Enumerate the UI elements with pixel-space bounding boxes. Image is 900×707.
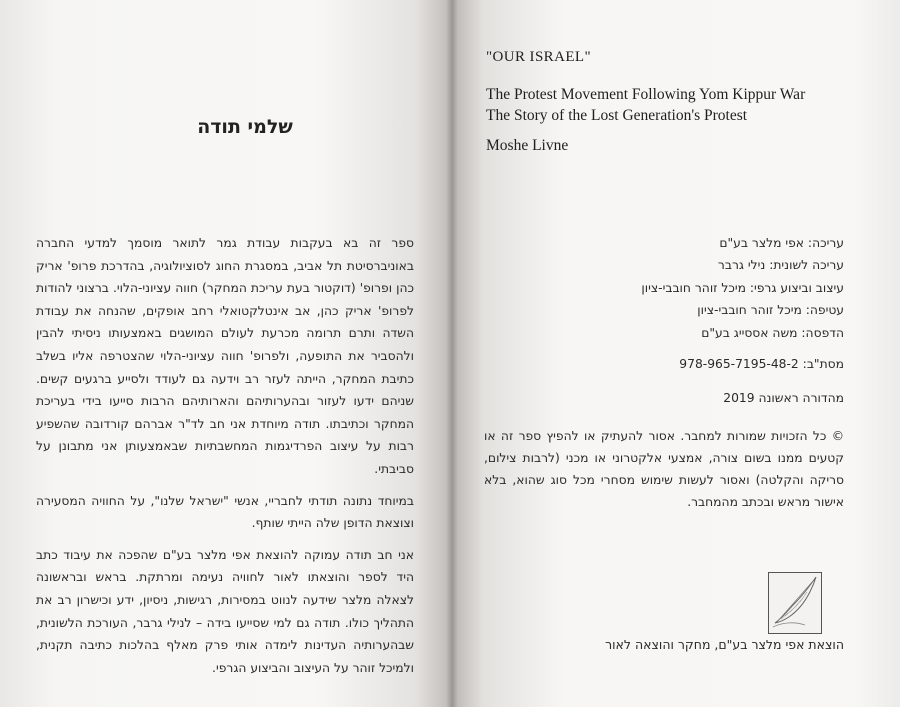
acknowledgements-paragraph-1: ספר זה בא בעקבות עבודת גמר לתואר מוסמך למדעי החברה באוניברסיטת תל אביב, במסגרת החוג לסוציולוגיה, בהדרכת פרופ' אריק כהן ופרופ' (דוקטור בעת עריכת המחקר) חווה עציוני-הלוי. ברצוני להודות לפרופ' אריק כהן, אב אינטלקטואלי רחב אופקים, שהנחה את עבודת השדה ותרם תרומה מכרעת לעולם המושגים באמצעותו ניסיתי להבין ולהסביר את התופעה, ולפרופ' חווה עציוני-הלוי שהצטרפה אליו בשלב כתיבת המחקר, הייתה לעזר רב וידעה גם לעודד ולסייע ברגעים קשים. שניהם ידעו לעזור ובהערותיהם והארותיהם הרבות סייעו בידי בעריכת המחקר וכתיבתו. תודה מיוחדת אני חב לד"ר אברהם קורדובה שהשפיע רבות על עיצוב הפרדיגמות המחשבתיות שבאמצעותן אני מתבונן על סביבתי.	[36, 236, 414, 476]
author-name: Moshe Livne	[486, 137, 569, 154]
credit-editing: עריכה: אפי מלצר בע"ם	[719, 236, 844, 250]
subtitle-line-1: The Protest Movement Following Yom Kippur War	[486, 86, 806, 103]
credit-printing: הדפסה: משה אססייג בע"ם	[701, 325, 844, 340]
credits-list	[484, 232, 844, 344]
acknowledgements-title: שלמי תודה	[197, 116, 293, 138]
isbn-line: מסת"ב: 978-965-7195-48-2	[679, 357, 844, 371]
publisher-imprint: הוצאת אפי מלצר בע"ם, מחקר והוצאה לאור	[605, 637, 844, 652]
book-subtitle	[486, 84, 866, 126]
acknowledgements-paragraph-3: אני חב תודה עמוקה להוצאת אפי מלצר בע"ם שהפכה את עיבוד כתב היד לספר והוצאתו לאור לחוויה נעימה ומרתקת. בראש ובראשונה לצאלה מלצר שידעה לנווט במסירות, רגישות, ניסיון, ידע וכישרון רב את התהליך כולו. תודה גם למי שסייעו בידה – לנילי גרבר, העורכת הלשונית, שבהערותיה העדינות לימדה אותי פרק מאלף בהלכות כתיבה תקנית, ולמיכל זוהר על העיצוב והביצוע הגרפי.	[36, 547, 414, 675]
quill-icon	[769, 573, 821, 633]
publisher-logo	[768, 572, 822, 634]
acknowledgements-body	[36, 232, 414, 688]
acknowledgements-paragraph-2: במיוחד נתונה תודתי לחבריי, אנשי "ישראל שלנו", על החוויה המסעירה וצוצאת הדופן שלה הייתי שותף.	[36, 493, 414, 531]
subtitle-line-2: The Story of the Lost Generation's Protest	[486, 107, 748, 124]
credit-language-editing: עריכה לשונית: נילי גרבר	[717, 258, 844, 273]
credit-cover: עטיפה: מיכל זוהר חובבי-ציון	[697, 303, 844, 318]
book-gutter	[446, 0, 458, 707]
edition-line: מהדורה ראשונה 2019	[723, 391, 844, 405]
book-title: "OUR ISRAEL"	[486, 49, 591, 65]
copyright-notice: © כל הזכויות שמורות למחבר. אסור להעתיק או להפיץ ספר זה או קטעים ממנו בשום צורה, אמצעי אלקטרוני או מכני (לרבות צילום, סריקה והקלטה) ואסור לעשות שימוש מסחרי מכל סוג שהוא, בלא אישור מראש ובכתב מהמחבר.	[484, 429, 844, 509]
credit-design: עיצוב וביצוע גרפי: מיכל זוהר חובבי-ציון	[641, 280, 844, 295]
